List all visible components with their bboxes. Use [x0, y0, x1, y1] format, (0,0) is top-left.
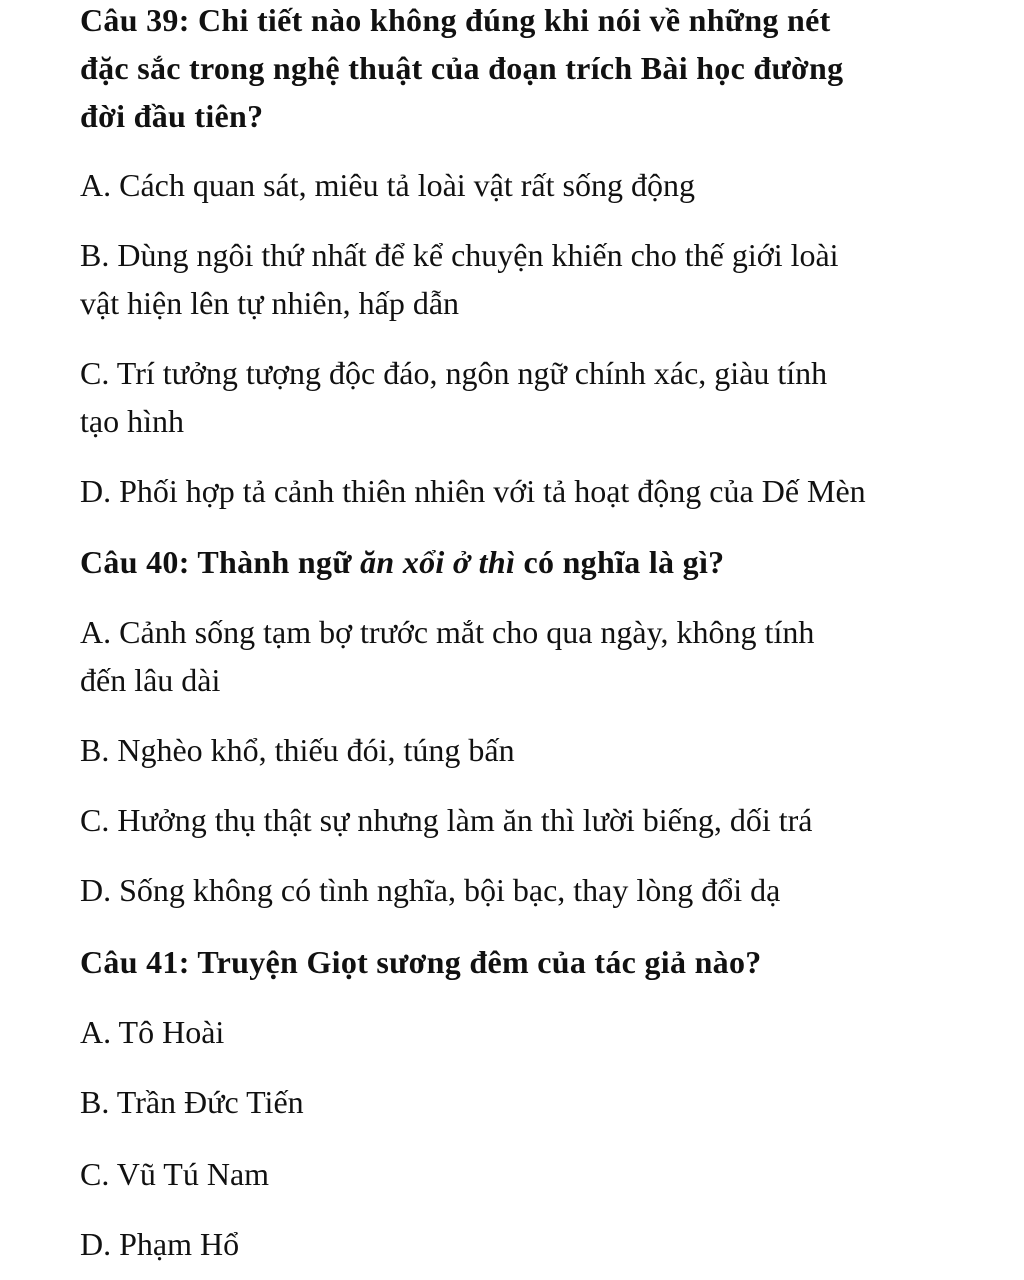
- question-40-option-a-line-1: A. Cảnh sống tạm bợ trước mắt cho qua ngày, không tính: [80, 614, 815, 650]
- question-39-line-3: đời đầu tiên?: [80, 98, 264, 134]
- question-39-option-c-line-2: tạo hình: [80, 403, 184, 439]
- question-39-option-b-line-2: vật hiện lên tự nhiên, hấp dẫn: [80, 285, 460, 321]
- question-40-option-a-line-2: đến lâu dài: [80, 662, 221, 698]
- question-39-option-b-line-1: B. Dùng ngôi thứ nhất để kể chuyện khiến cho thế giới loài: [80, 237, 839, 273]
- question-40-option-b: B. Nghèo khổ, thiếu đói, túng bấn: [80, 732, 515, 768]
- question-39-option-d: D. Phối hợp tả cảnh thiên nhiên với tả hoạt động của Dế Mèn: [80, 473, 866, 509]
- question-40-title: [80, 542, 724, 582]
- question-39-option-c-line-1: C. Trí tưởng tượng độc đáo, ngôn ngữ chính xác, giàu tính: [80, 355, 828, 391]
- question-40-option-c: C. Hưởng thụ thật sự nhưng làm ăn thì lười biếng, dối trá: [80, 802, 813, 838]
- question-39-line-1: Câu 39: Chi tiết nào không đúng khi nói về những nét: [80, 2, 831, 38]
- question-40-title-after: có nghĩa là gì?: [515, 544, 725, 580]
- question-40-title-before: Câu 40: Thành ngữ: [80, 544, 361, 580]
- question-41-option-a: A. Tô Hoài: [80, 1014, 225, 1050]
- question-41-title: Câu 41: Truyện Giọt sương đêm của tác giả nào?: [80, 944, 762, 980]
- question-40-idiom: ăn xổi ở thì: [360, 544, 516, 580]
- question-39-option-a: A. Cách quan sát, miêu tả loài vật rất sống động: [80, 167, 695, 203]
- question-41-option-b: B. Trần Đức Tiến: [80, 1084, 304, 1120]
- question-41-option-d: D. Phạm Hổ: [80, 1226, 240, 1262]
- question-41-option-c: C. Vũ Tú Nam: [80, 1156, 270, 1192]
- question-40-option-d: D. Sống không có tình nghĩa, bội bạc, thay lòng đổi dạ: [80, 872, 781, 908]
- question-39-line-2: đặc sắc trong nghệ thuật của đoạn trích Bài học đường: [80, 50, 844, 86]
